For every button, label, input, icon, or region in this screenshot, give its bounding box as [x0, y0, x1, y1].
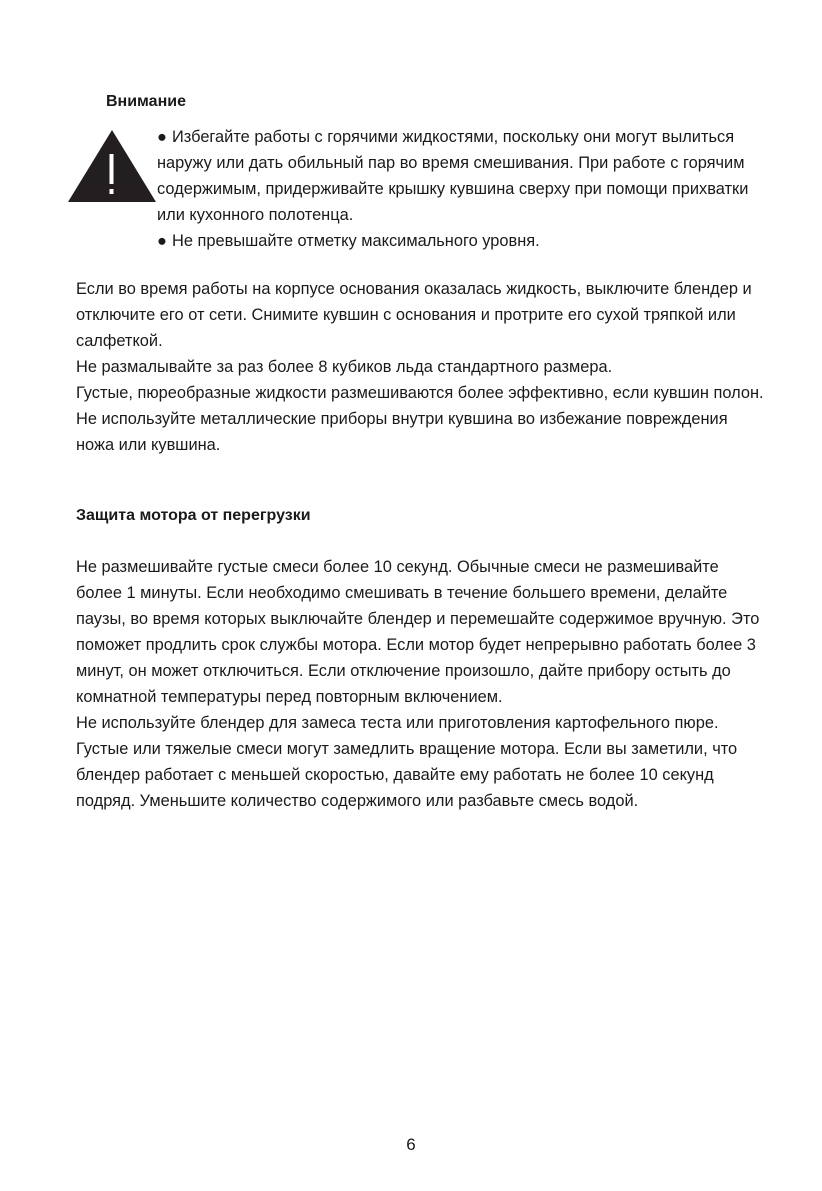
motor-protection-heading: Защита мотора от перегрузки	[76, 507, 311, 524]
paragraph: Не размешивайте густые смеси более 10 секунд. Обычные смеси не размешивайте более 1 минуты. Если необходимо смешивать в течение большего времени, делайте паузы, во время которых выключайте блендер и перемешайте содержимое вручную. Это поможет продлить срок службы мотора. Если мотор будет непрерывно работать более 3 минут, он может отключиться. Если отключение произошло, дайте прибору остыть до комнатной температуры перед повторным включением.	[76, 558, 760, 706]
warning-block	[68, 124, 768, 264]
warning-item-text: Избегайте работы с горячими жидкостями, поскольку они могут вылиться наружу или дать обильный пар во время смешивания. При работе с горячим содержимым, придерживайте крышку кувшина сверху при помощи прихватки или кухонного полотенца.	[157, 128, 749, 224]
paragraph: Не используйте блендер для замеса теста или приготовления картофельного пюре.	[76, 714, 719, 732]
paragraph: Не используйте металлические приборы внутри кувшина во избежание повреждения ножа или кувшина.	[76, 410, 728, 454]
paragraph: Густые или тяжелые смеси могут замедлить вращение мотора. Если вы заметили, что блендер работает с меньшей скоростью, давайте ему работать не более 10 секунд подряд. Уменьшите количество содержимого или разбавьте смесь водой.	[76, 740, 738, 810]
paragraph: Если во время работы на корпусе основания оказалась жидкость, выключите блендер и отключите его от сети. Снимите кувшин с основания и протрите его сухой тряпкой или салфеткой.	[76, 280, 752, 350]
warning-item-text: Не превышайте отметку максимального уровня.	[172, 232, 540, 250]
warning-item	[157, 228, 757, 254]
paragraph: Густые, пюреобразные жидкости размешиваются более эффективно, если кувшин полон.	[76, 384, 764, 402]
warning-item	[157, 124, 757, 228]
warning-heading: Внимание	[106, 93, 186, 110]
bullet-icon: ●	[157, 128, 167, 146]
usage-section	[76, 276, 766, 458]
motor-protection-section	[76, 554, 766, 814]
paragraph: Не размалывайте за раз более 8 кубиков льда стандартного размера.	[76, 358, 613, 376]
warning-triangle-icon	[68, 130, 156, 202]
warning-list	[157, 124, 757, 254]
page-number: 6	[406, 1135, 416, 1154]
bullet-icon: ●	[157, 232, 167, 250]
